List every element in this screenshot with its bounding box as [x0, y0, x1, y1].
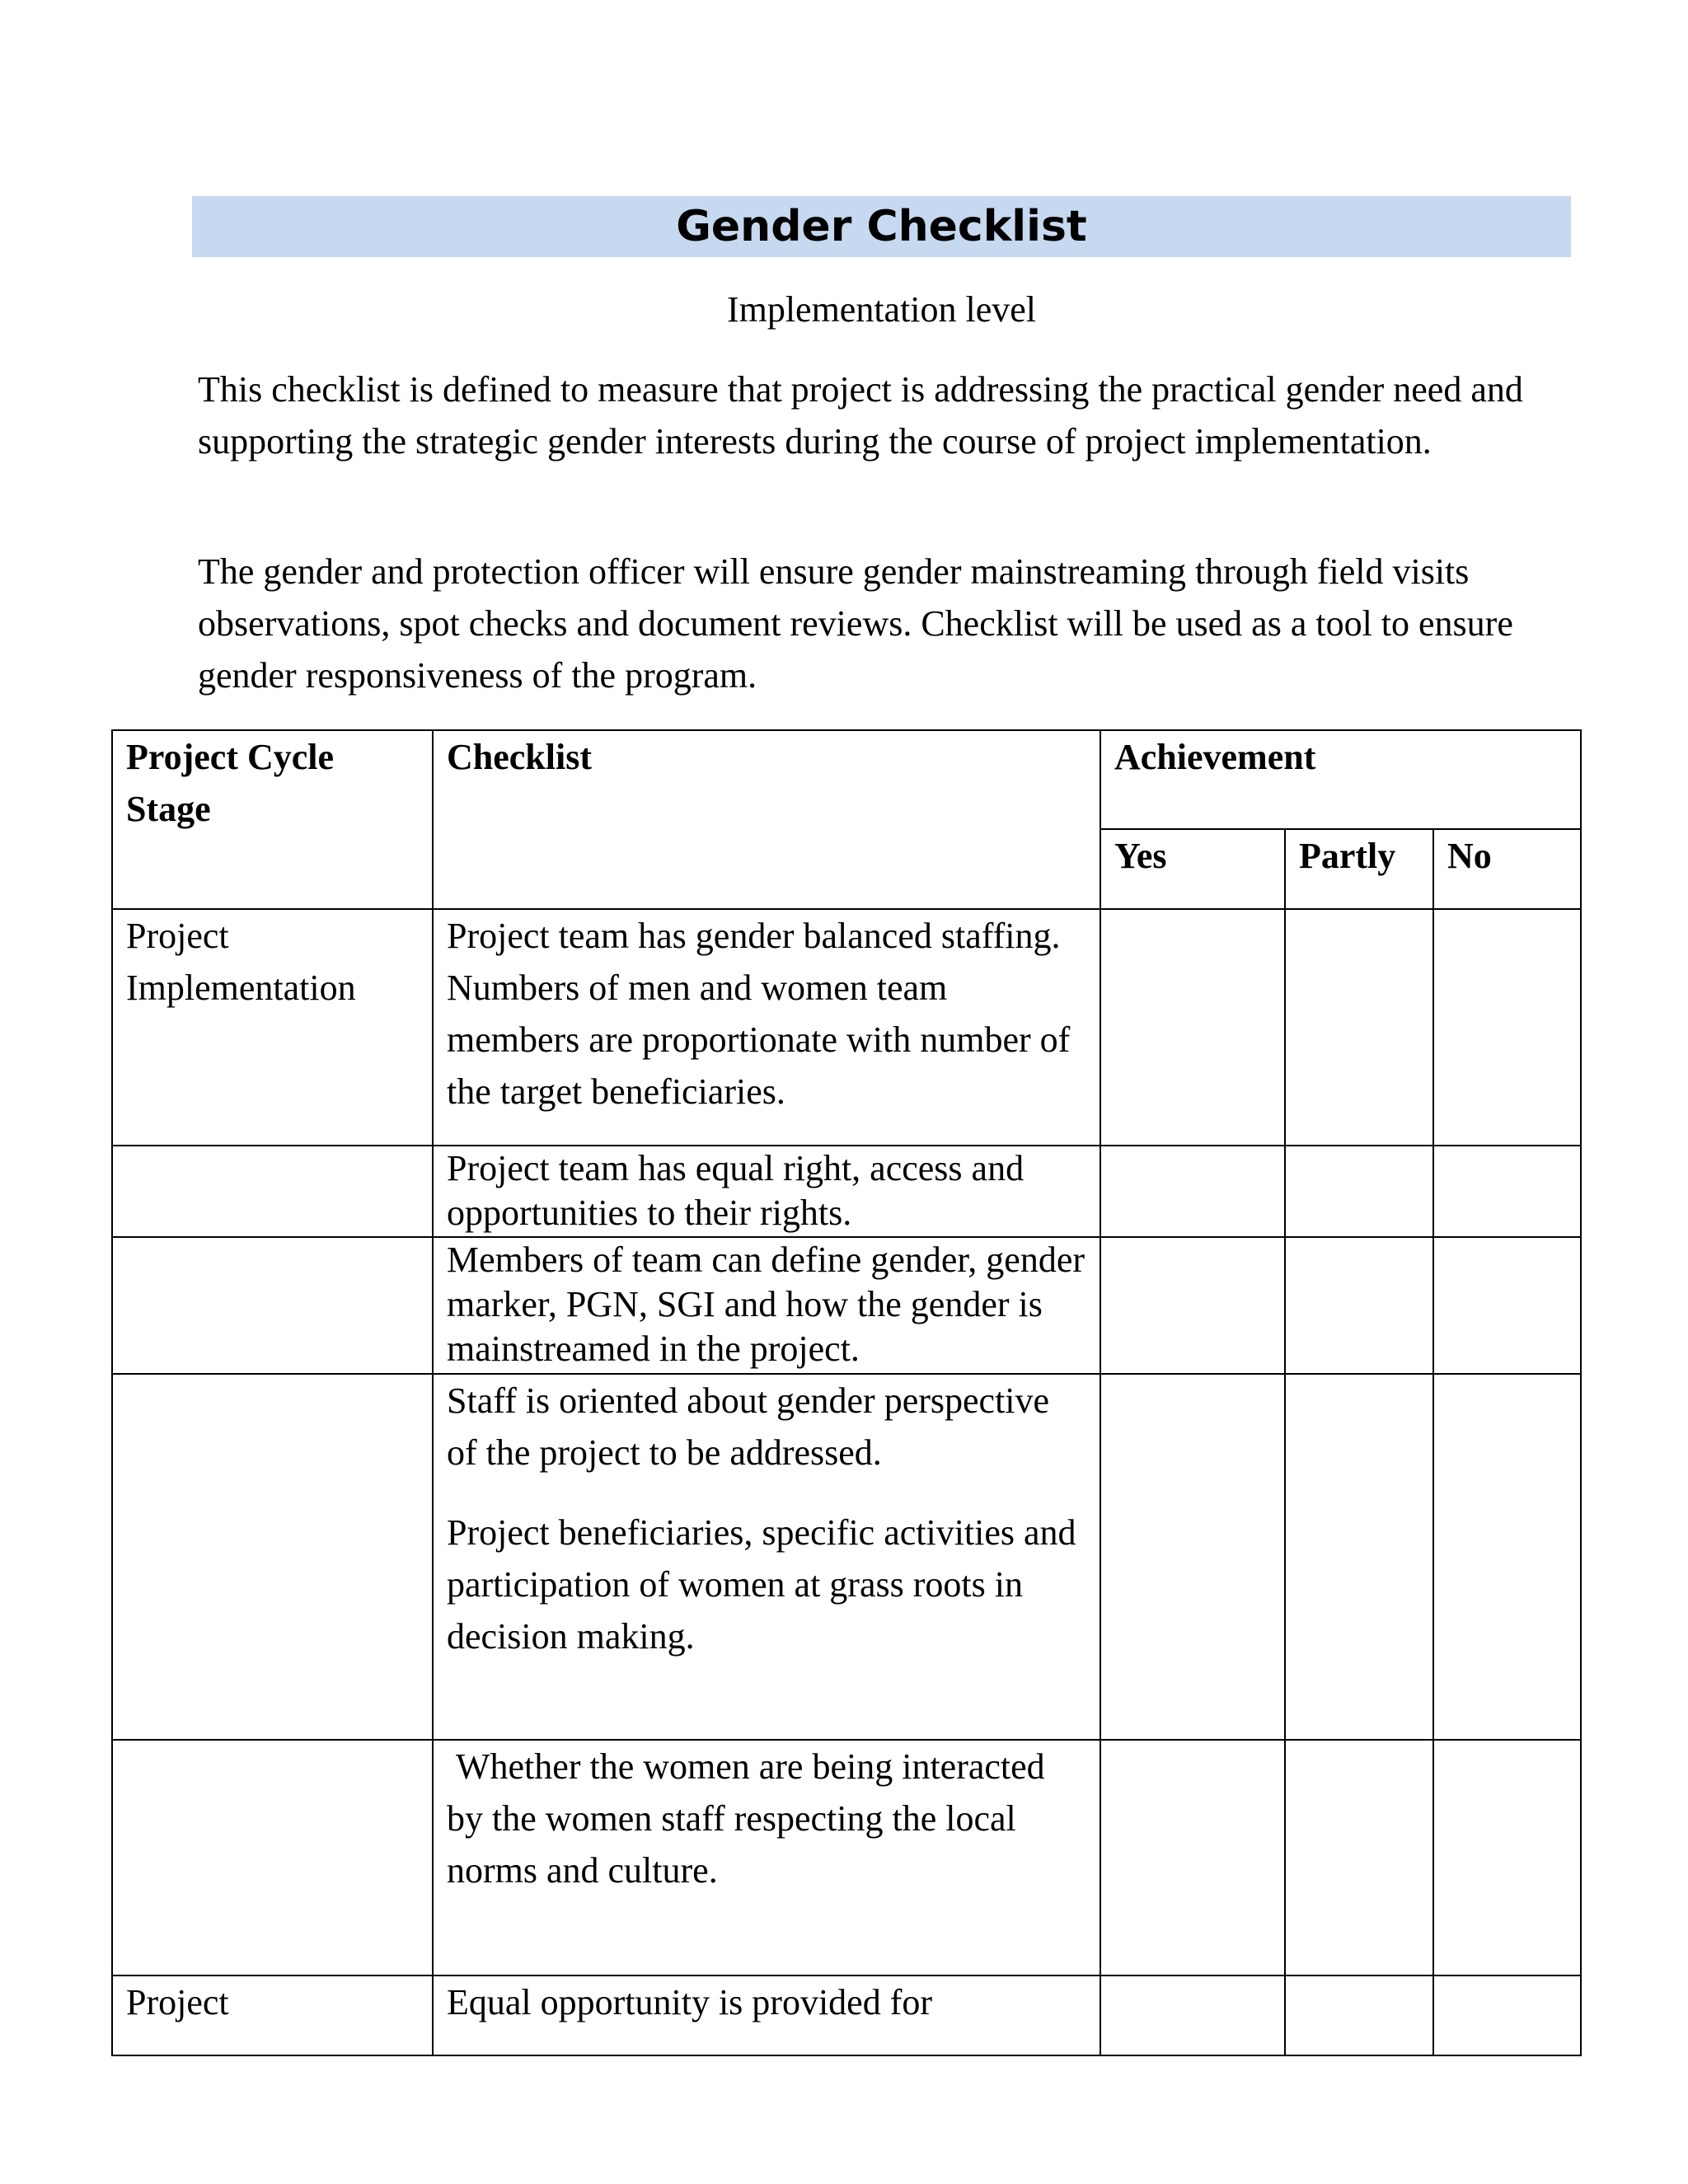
- no-cell[interactable]: [1433, 1237, 1581, 1374]
- stage-cell: Project Implementation: [112, 909, 433, 1146]
- partly-cell[interactable]: [1285, 1740, 1433, 1975]
- table-row: [112, 1975, 1581, 2055]
- gender-checklist-table: [111, 729, 1582, 2056]
- partly-cell[interactable]: [1285, 1975, 1433, 2055]
- no-cell[interactable]: [1433, 1374, 1581, 1740]
- stage-cell: Project: [112, 1975, 433, 2055]
- table-row: [112, 909, 1581, 1146]
- table-row: [112, 1374, 1581, 1740]
- stage-cell: [112, 1146, 433, 1237]
- checklist-item: Members of team can define gender, gender marker, PGN, SGI and how the gender is mainstreamed in the project.: [447, 1240, 1085, 1369]
- partly-cell[interactable]: [1285, 1374, 1433, 1740]
- checklist-item: Project team has equal right, access and opportunities to their rights.: [447, 1148, 1025, 1233]
- partly-cell[interactable]: [1285, 909, 1433, 1146]
- no-cell[interactable]: [1433, 1975, 1581, 2055]
- header-yes: Yes: [1100, 829, 1285, 909]
- partly-cell[interactable]: [1285, 1146, 1433, 1237]
- title-banner: [192, 196, 1571, 257]
- checklist-item: Staff is oriented about gender perspective of the project to be addressed.: [447, 1380, 1050, 1473]
- checklist-item: Equal opportunity is provided for: [447, 1982, 933, 2022]
- header-row: [112, 730, 1581, 829]
- yes-cell[interactable]: [1100, 1374, 1285, 1740]
- checklist-cell: [433, 909, 1100, 1146]
- partly-cell[interactable]: [1285, 1237, 1433, 1374]
- checklist-item: Project beneficiaries, specific activities and participation of women at grass roots in decision making.: [447, 1512, 1076, 1657]
- table-row: [112, 1237, 1581, 1374]
- no-cell[interactable]: [1433, 1146, 1581, 1237]
- intro-paragraph-1: This checklist is defined to measure that project is addressing the practical gender need and supporting the strategic gender interests during the course of project implementation.: [198, 369, 1523, 462]
- yes-cell[interactable]: [1100, 1975, 1285, 2055]
- document-subtitle: Implementation level: [726, 289, 1037, 330]
- intro-paragraph-2: The gender and protection officer will ensure gender mainstreaming through field visits observations, spot checks and document reviews. Checklist will be used as a tool to ensure gender responsiveness of the program.: [198, 551, 1513, 696]
- no-cell[interactable]: [1433, 1740, 1581, 1975]
- checklist-cell: [433, 1237, 1100, 1374]
- yes-cell[interactable]: [1100, 909, 1285, 1146]
- header-no: No: [1433, 829, 1581, 909]
- checklist-cell: [433, 1146, 1100, 1237]
- stage-cell: [112, 1237, 433, 1374]
- checklist-cell: [433, 1740, 1100, 1975]
- yes-cell[interactable]: [1100, 1740, 1285, 1975]
- no-cell[interactable]: [1433, 909, 1581, 1146]
- stage-cell: [112, 1740, 433, 1975]
- table-row: [112, 1740, 1581, 1975]
- checklist-cell: [433, 1374, 1100, 1740]
- checklist-item: Whether the women are being interacted by the women staff respecting the local norms and culture.: [447, 1746, 1054, 1891]
- table-row: [112, 1146, 1581, 1237]
- header-checklist: Checklist: [433, 730, 1100, 909]
- checklist-cell: [433, 1975, 1100, 2055]
- yes-cell[interactable]: [1100, 1237, 1285, 1374]
- document-title: Gender Checklist: [676, 202, 1087, 251]
- yes-cell[interactable]: [1100, 1146, 1285, 1237]
- header-stage: Project Cycle Stage: [112, 730, 433, 909]
- stage-cell: [112, 1374, 433, 1740]
- header-achievement: Achievement: [1100, 730, 1581, 829]
- header-partly: Partly: [1285, 829, 1433, 909]
- checklist-item: Project team has gender balanced staffing. Numbers of men and women team members are proportionate with number of the target beneficiaries.: [447, 916, 1071, 1112]
